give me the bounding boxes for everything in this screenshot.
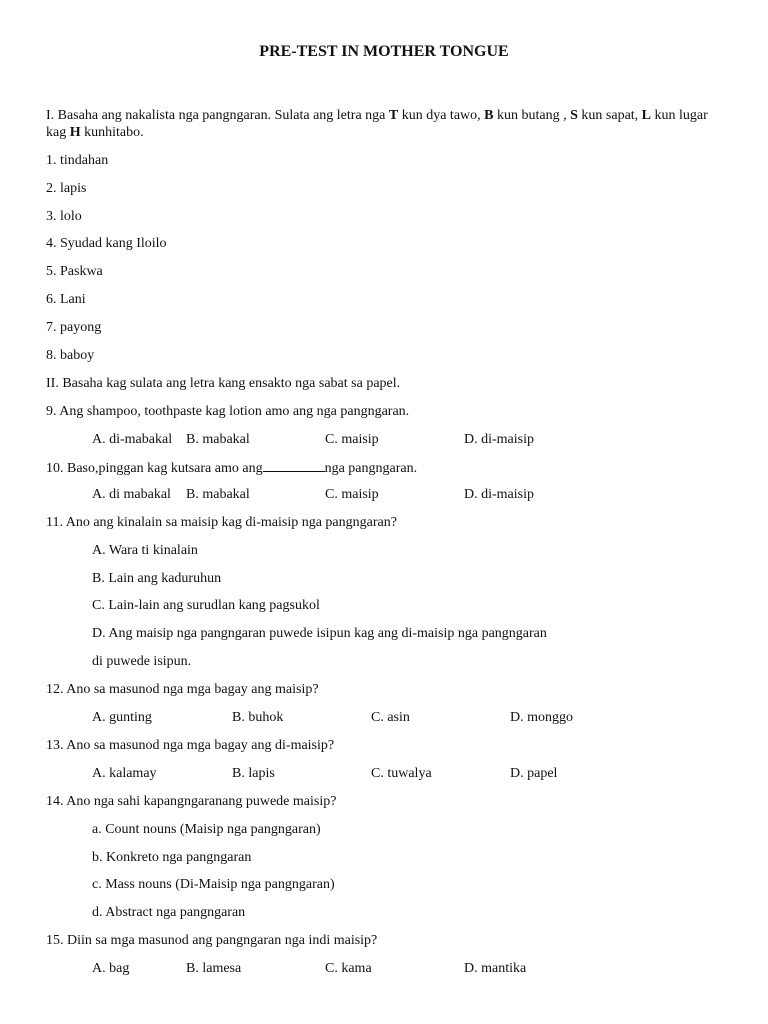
option-d: d. Abstract nga pangngaran xyxy=(92,905,246,920)
question-text: nga pangngaran. xyxy=(324,461,418,476)
list-item: 6. Lani xyxy=(46,292,86,307)
list-item: 3. lolo xyxy=(46,209,82,224)
question-15: 15. Diin sa mga masunod ang pangngaran nga indi maisip? xyxy=(46,933,378,948)
option-d: D. monggo xyxy=(510,710,573,725)
option-a: A. di mabakal xyxy=(92,487,171,502)
option-a: A. kalamay xyxy=(92,766,157,781)
option-d: D. Ang maisip nga pangngaran puwede isipun kag ang di-maisip nga pangngaran xyxy=(92,626,547,641)
option-d: D. di-maisip xyxy=(464,432,534,447)
option-c: C. Lain-lain ang surudlan kang pagsukol xyxy=(92,598,320,613)
instruction-text: kun butang , xyxy=(493,108,571,123)
option-b: b. Konkreto nga pangngaran xyxy=(92,850,252,865)
question-9: 9. Ang shampoo, toothpaste kag lotion amo ang nga pangngaran. xyxy=(46,404,410,419)
instruction-text: kun sapat, xyxy=(577,108,642,123)
option-d-continued: di puwede isipun. xyxy=(92,654,192,669)
option-a: A. bag xyxy=(92,961,130,976)
option-b: B. lamesa xyxy=(186,961,242,976)
option-c: C. tuwalya xyxy=(371,766,432,781)
option-c: C. maisip xyxy=(325,487,379,502)
answer-blank xyxy=(263,459,325,472)
option-b: B. lapis xyxy=(232,766,275,781)
letter-s: S xyxy=(570,108,578,123)
list-item: 4. Syudad kang Iloilo xyxy=(46,236,167,251)
instruction-text: I. Basaha ang nakalista nga pangngaran. Sulata ang letra nga xyxy=(46,108,389,123)
option-c: c. Mass nouns (Di-Maisip nga pangngaran) xyxy=(92,877,335,892)
letter-b: B xyxy=(484,108,494,123)
option-b: B. mabakal xyxy=(186,487,250,502)
question-12: 12. Ano sa masunod nga mga bagay ang maisip? xyxy=(46,682,319,697)
list-item: 5. Paskwa xyxy=(46,264,103,279)
option-d: D. papel xyxy=(510,766,558,781)
question-11: 11. Ano ang kinalain sa maisip kag di-maisip nga pangngaran? xyxy=(46,515,397,530)
option-c: C. kama xyxy=(325,961,372,976)
letter-t: T xyxy=(388,108,399,123)
option-c: C. maisip xyxy=(325,432,379,447)
page-title: PRE-TEST IN MOTHER TONGUE xyxy=(259,43,509,60)
part2-instruction: II. Basaha kag sulata ang letra kang ensakto nga sabat sa papel. xyxy=(46,376,401,391)
question-text: 10. Baso,pinggan kag kutsara amo ang xyxy=(46,461,263,476)
list-item: 1. tindahan xyxy=(46,153,109,168)
question-14: 14. Ano nga sahi kapangngaranang puwede maisip? xyxy=(46,794,337,809)
list-item: 8. baboy xyxy=(46,348,95,363)
question-13: 13. Ano sa masunod nga mga bagay ang di-maisip? xyxy=(46,738,335,753)
instruction-text: kunhitabo. xyxy=(80,125,144,140)
option-b: B. Lain ang kaduruhun xyxy=(92,571,222,586)
letter-l: L xyxy=(641,108,652,123)
letter-h: H xyxy=(69,125,81,140)
option-d: D. mantika xyxy=(464,961,527,976)
list-item: 2. lapis xyxy=(46,181,87,196)
option-b: B. mabakal xyxy=(186,432,250,447)
option-a: a. Count nouns (Maisip nga pangngaran) xyxy=(92,822,321,837)
option-a: A. di-mabakal xyxy=(92,432,173,447)
option-d: D. di-maisip xyxy=(464,487,534,502)
instruction-text: kun lugar kag xyxy=(46,108,708,140)
option-c: C. asin xyxy=(371,710,410,725)
part1-instruction xyxy=(46,107,726,141)
option-a: A. Wara ti kinalain xyxy=(92,543,198,558)
option-b: B. buhok xyxy=(232,710,284,725)
list-item: 7. payong xyxy=(46,320,102,335)
instruction-text: kun dya tawo, xyxy=(398,108,485,123)
option-a: A. gunting xyxy=(92,710,152,725)
question-10 xyxy=(46,459,417,477)
